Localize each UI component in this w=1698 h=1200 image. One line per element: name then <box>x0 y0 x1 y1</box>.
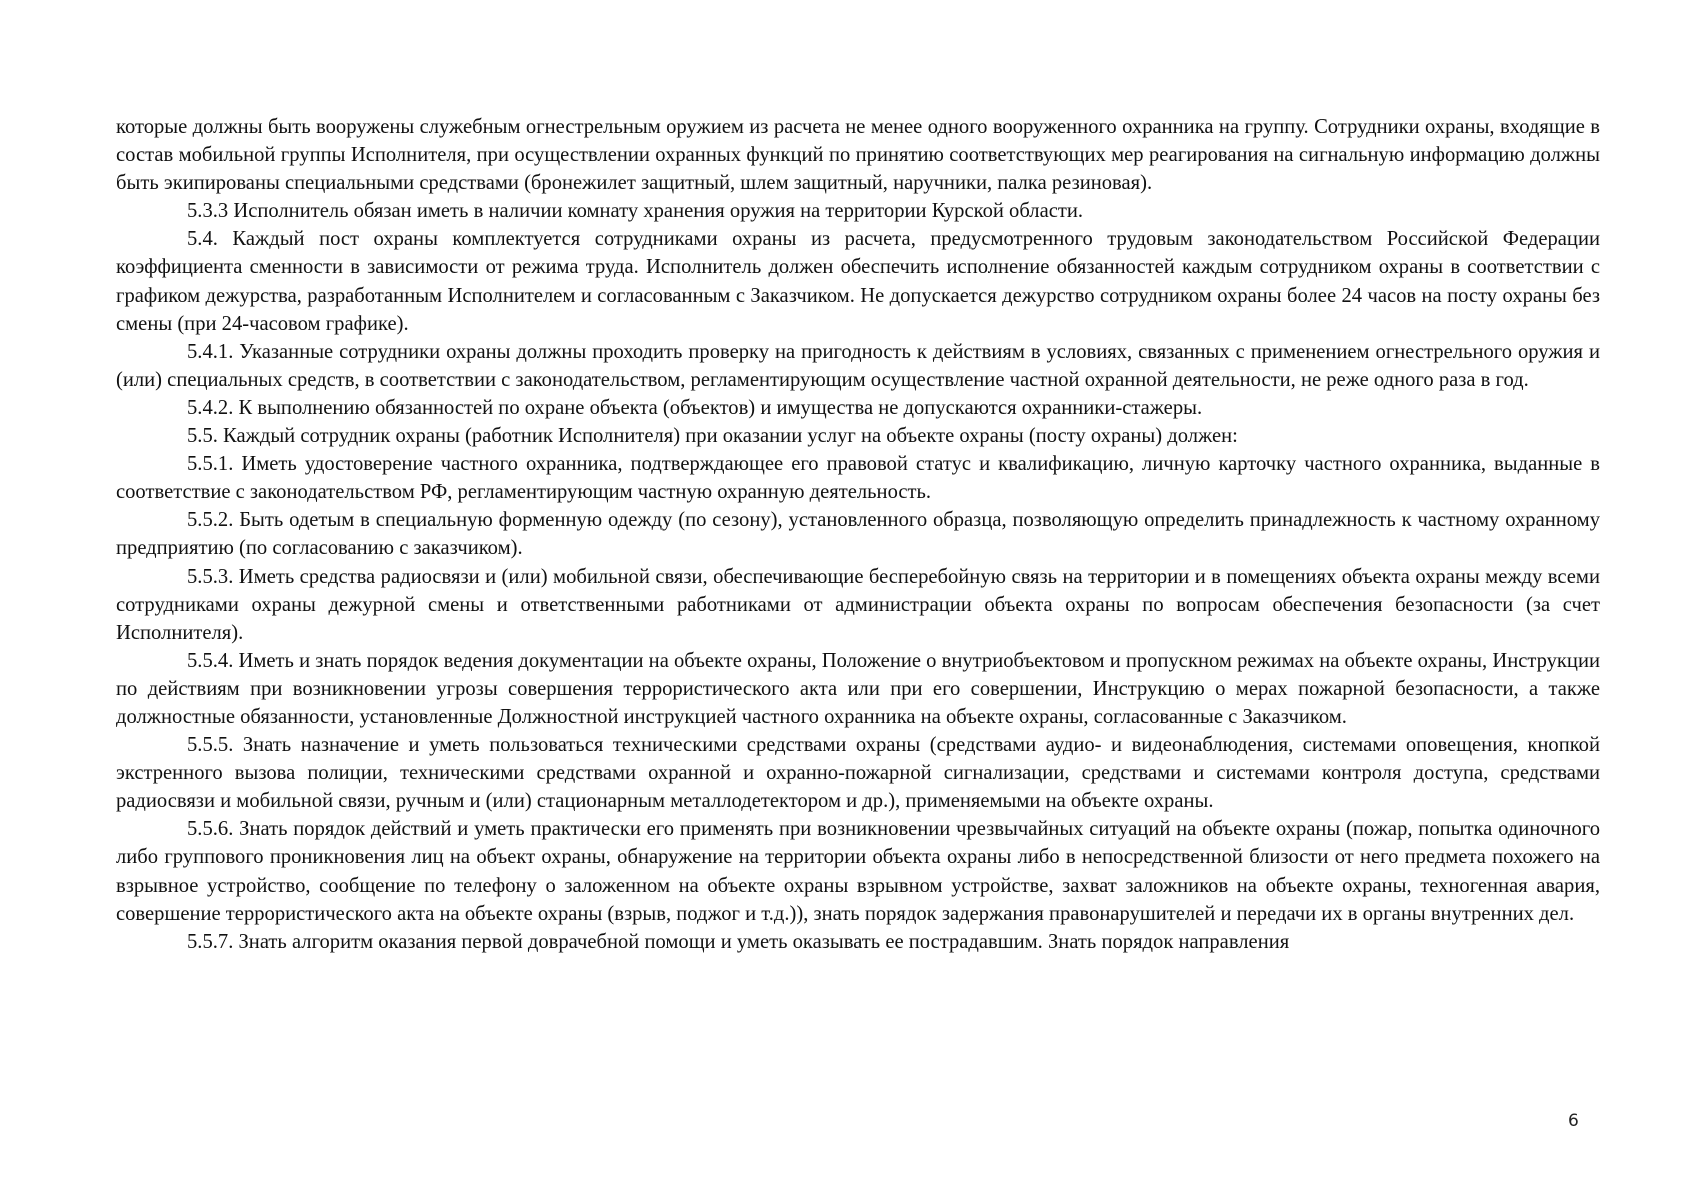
paragraph-5-4: 5.4. Каждый пост охраны комплектуется сотрудниками охраны из расчета, предусмотренного трудовым законодательством Российской Федерации коэффициента сменности в зависимости от режима труда. Исполнитель должен обеспечить исполнение обязанностей каждым сотрудником охраны в соответствии с графиком дежурства, разработанным Исполнителем и согласованным с Заказчиком. Не допускается дежурство сотрудником охраны более 24 часов на посту охраны без смены (при 24-часовом графике). <box>116 228 1600 335</box>
document-body <box>116 113 1600 956</box>
paragraph-5-3-3: 5.3.3 Исполнитель обязан иметь в наличии комнату хранения оружия на территории Курской области. <box>187 200 1084 223</box>
page-number: 6 <box>1568 1111 1579 1131</box>
paragraph-5-4-1: 5.4.1. Указанные сотрудники охраны должны проходить проверку на пригодность к действиям в условиях, связанных с применением огнестрельного оружия и (или) специальных средств, в соответствии с законодательством, регламентирующим осуществление частной охранной деятельности, не реже одного раза в год. <box>116 340 1600 391</box>
paragraph-5-5-5: 5.5.5. Знать назначение и уметь пользоваться техническими средствами охраны (средствами аудио- и видеонаблюдения, системами оповещения, кнопкой экстренного вызова полиции, техническими средствами охранной и охранно-пожарной сигнализации, средствами и системами контроля доступа, средствами радиосвязи и мобильной связи, ручным и (или) стационарным металлодетектором и др.), применяемыми на объекте охраны. <box>116 734 1600 813</box>
paragraph-5-5-2: 5.5.2. Быть одетым в специальную форменную одежду (по сезону), установленного образца, позволяющую определить принадлежность к частному охранному предприятию (по согласованию с заказчиком). <box>116 509 1600 560</box>
paragraph-5-4-2: 5.4.2. К выполнению обязанностей по охране объекта (объектов) и имущества не допускаются охранники-стажеры. <box>187 396 1203 419</box>
paragraph-continuation: которые должны быть вооружены служебным огнестрельным оружием из расчета не менее одного вооруженного охранника на группу. Сотрудники охраны, входящие в состав мобильной группы Исполнителя, при осуществлении охранных функций по принятию соответствующих мер реагирования на сигнальную информацию должны быть экипированы специальными средствами (бронежилет защитный, шлем защитный, наручники, палка резиновая). <box>116 116 1600 195</box>
paragraph-5-5-1: 5.5.1. Иметь удостоверение частного охранника, подтверждающее его правовой статус и квалификацию, личную карточку частного охранника, выданные в соответствие с законодательством РФ, регламентирующим частную охранную деятельность. <box>116 453 1600 504</box>
paragraph-5-5-7: 5.5.7. Знать алгоритм оказания первой доврачебной помощи и уметь оказывать ее пострадавшим. Знать порядок направления <box>187 930 1290 953</box>
paragraph-5-5-4: 5.5.4. Иметь и знать порядок ведения документации на объекте охраны, Положение о внутриобъектовом и пропускном режимах на объекте охраны, Инструкции по действиям при возникновении угрозы совершения террористического акта или при его совершении, Инструкцию о мерах пожарной безопасности, а также должностные обязанности, установленные Должностной инструкцией частного охранника на объекте охраны, согласованные с Заказчиком. <box>116 649 1600 728</box>
paragraph-5-5-6: 5.5.6. Знать порядок действий и уметь практически его применять при возникновении чрезвычайных ситуаций на объекте охраны (пожар, попытка одиночного либо группового проникновения лиц на объект охраны, обнаружение на территории объекта охраны либо в непосредственной близости от него предмета похожего на взрывное устройство, сообщение по телефону о заложенном на объекте охраны взрывном устройстве, захват заложников на объекте охраны, техногенная авария, совершение террористического акта на объекте охраны (взрыв, поджог и т.д.)), знать порядок задержания правонарушителей и передачи их в органы внутренних дел. <box>116 818 1600 925</box>
paragraph-5-5-3: 5.5.3. Иметь средства радиосвязи и (или) мобильной связи, обеспечивающие бесперебойную связь на территории и в помещениях объекта охраны между всеми сотрудниками охраны дежурной смены и ответственными работниками от администрации объекта охраны по вопросам обеспечения безопасности (за счет Исполнителя). <box>116 565 1600 644</box>
paragraph-5-5: 5.5. Каждый сотрудник охраны (работник Исполнителя) при оказании услуг на объекте охраны (посту охраны) должен: <box>187 425 1238 448</box>
